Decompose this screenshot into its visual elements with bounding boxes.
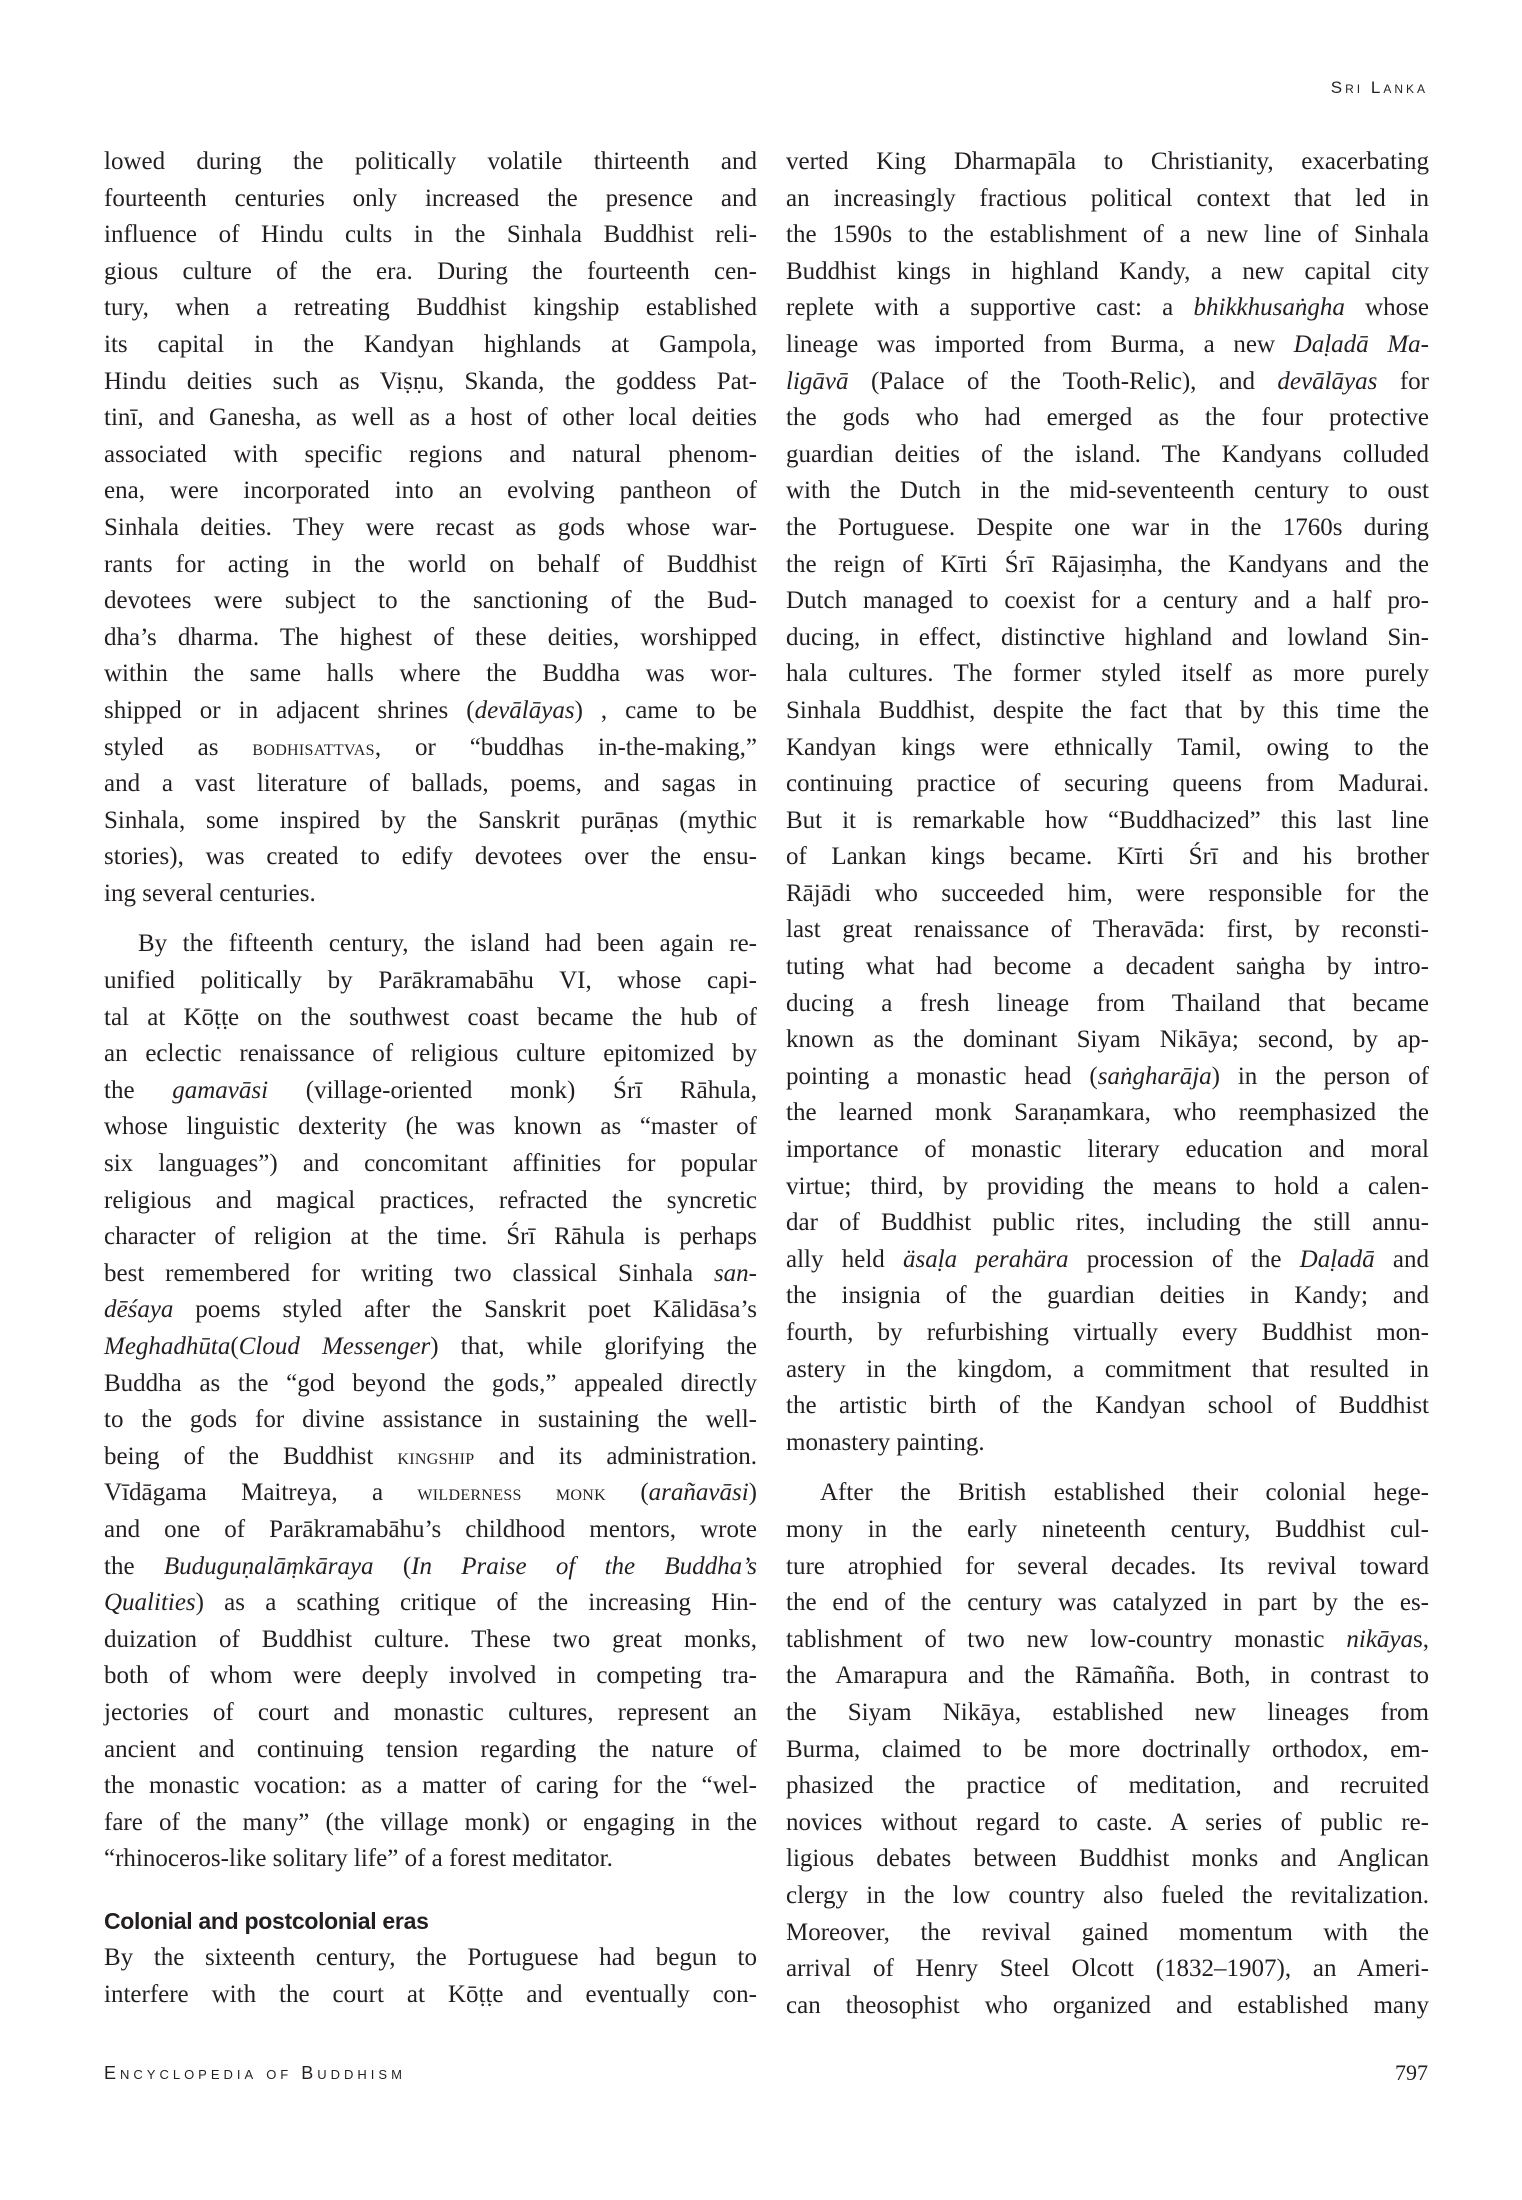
italic-title: Cloud Messenger: [238, 1333, 431, 1360]
text-line: Kandyan kings were ethnically Tamil, owing to the: [786, 733, 1429, 761]
text-line: stories), was created to edify devotees over the ensu-: [104, 843, 757, 871]
right-column: [786, 144, 1429, 2024]
text-line: ligāvā (Palace of the Tooth-Relic), and devālāyas for: [786, 367, 1429, 395]
text-line: the artistic birth of the Kandyan school of Buddhist: [786, 1392, 1429, 1420]
italic-title: Buduguṇalāṃkāraya: [163, 1552, 374, 1580]
text-line: But it is remarkable how “Buddhacized” this last line: [786, 806, 1429, 834]
italic-term: dēśaya: [104, 1296, 174, 1324]
italic-title: Qualities: [104, 1589, 196, 1617]
text-line: Qualities) as a scathing critique of the increasing Hin-: [104, 1589, 757, 1617]
text-line: lineage was imported from Burma, a new Daḷadā Ma-: [786, 330, 1429, 358]
cross-reference: bodhisattvas: [252, 734, 375, 760]
text-line: the end of the century was catalyzed in part by the es-: [786, 1589, 1429, 1617]
text-line: tal at Kōṭṭe on the southwest coast became the hub of: [104, 1003, 757, 1031]
text-line: hala cultures. The former styled itself as more purely: [786, 660, 1429, 688]
text-line: tuting what had become a decadent saṅgha by intro-: [786, 953, 1429, 981]
text-line: continuing practice of securing queens from Madurai.: [786, 770, 1429, 798]
text-line: Dutch managed to coexist for a century and a half pro-: [786, 587, 1429, 615]
text-line: within the same halls where the Buddha was wor-: [104, 660, 757, 688]
text-line: the learned monk Saraṇamkara, who reemphasized the: [786, 1099, 1429, 1127]
text-line: monastery painting.: [786, 1428, 985, 1456]
paragraph-5: [786, 1475, 1429, 2024]
text-line: both of whom were deeply involved in competing tra-: [104, 1662, 757, 1690]
text-line: devotees were subject to the sanctioning of the Bud-: [104, 587, 757, 615]
text-line: tinī, and Ganesha, as well as a host of other local deities: [104, 404, 757, 432]
text-line: fare of the many” (the village monk) or engaging in the: [104, 1808, 757, 1836]
text-line: Sinhala Buddhist, despite the fact that by this time the: [786, 696, 1429, 724]
italic-title: Meghadhūta: [104, 1333, 231, 1360]
text-line: pointing a monastic head (saṅgharāja) in the person of: [786, 1062, 1429, 1090]
text-line: its capital in the Kandyan highlands at Gampola,: [104, 330, 757, 358]
text-line: By the fifteenth century, the island had been again re-: [138, 930, 757, 958]
italic-term: äsaḷa perahära: [903, 1245, 1069, 1273]
text-line: “rhinoceros-like solitary life” of a forest meditator.: [104, 1845, 613, 1873]
text-line: the insignia of the guardian deities in Kandy; and: [786, 1282, 1429, 1310]
italic-term: Daḷadā Ma-: [1293, 330, 1429, 358]
text-line: character of religion at the time. Śrī Rāhula is perhaps: [104, 1223, 757, 1251]
text-line: novices without regard to caste. A series of public re-: [786, 1808, 1429, 1836]
text-line: best remembered for writing two classical Sinhala san-: [104, 1259, 757, 1287]
text-line: tury, when a retreating Buddhist kingship established: [104, 294, 757, 322]
text-line: shipped or in adjacent shrines (devālāyas) , came to be: [104, 696, 758, 724]
text-line: can theosophist who organized and established many: [786, 1991, 1429, 2019]
text-line: Buddha as the “god beyond the gods,” appealed directly: [104, 1369, 757, 1397]
text-line: Burma, claimed to be more doctrinally orthodox, em-: [786, 1735, 1429, 1763]
running-head: Sri Lanka: [1330, 78, 1428, 97]
text-line: known as the dominant Siyam Nikāya; second, by ap-: [786, 1026, 1429, 1054]
text-line: ducing a fresh lineage from Thailand that became: [786, 989, 1429, 1017]
text-line: with the Dutch in the mid-seventeenth century to oust: [786, 477, 1429, 505]
text-line: astery in the kingdom, a commitment that resulted in: [786, 1355, 1429, 1383]
text-line: rants for acting in the world on behalf of Buddhist: [104, 550, 757, 578]
text-line: the Buduguṇalāṃkāraya (In Praise of the Buddha’s: [104, 1552, 758, 1580]
text-line: the reign of Kīrti Śrī Rājasiṃha, the Kandyans and the: [786, 550, 1429, 578]
text-line: Moreover, the revival gained momentum with the: [786, 1918, 1429, 1946]
cross-reference: kingship: [397, 1443, 475, 1469]
text-line: phasized the practice of meditation, and recruited: [786, 1772, 1429, 1800]
paragraph-2: [104, 926, 757, 1877]
italic-term: gamavāsi: [172, 1076, 269, 1104]
text-line: fourteenth centuries only increased the presence and: [104, 184, 757, 212]
text-line: the 1590s to the establishment of a new line of Sinhala: [786, 221, 1429, 249]
text-line: duization of Buddhist culture. These two great monks,: [104, 1625, 757, 1653]
italic-title: In Praise of the Buddha’s: [411, 1552, 758, 1580]
text-line: the Amarapura and the Rāmañña. Both, in contrast to: [786, 1662, 1429, 1690]
text-line: fourth, by refurbishing virtually every Buddhist mon-: [786, 1319, 1429, 1346]
text-line: By the sixteenth century, the Portuguese had begun to: [104, 1943, 757, 1971]
text-line: dar of Buddhist public rites, including the still annu-: [786, 1209, 1429, 1237]
italic-term: san-: [713, 1259, 757, 1287]
text-line: an increasingly fractious political context that led in: [786, 184, 1429, 212]
text-line: tablishment of two new low-country monastic nikāyas,: [786, 1625, 1429, 1653]
text-line: ture atrophied for several decades. Its revival toward: [786, 1552, 1429, 1580]
text-line: ducing, in effect, distinctive highland and lowland Sin-: [786, 623, 1429, 651]
text-line: Buddhist kings in highland Kandy, a new capital city: [786, 257, 1429, 285]
text-line: Sinhala deities. They were recast as gods whose war-: [104, 513, 757, 541]
page-number: 797: [1395, 2060, 1428, 2085]
cross-reference: wilderness monk: [417, 1480, 606, 1506]
text-line: jectories of court and monastic cultures, represent an: [104, 1698, 757, 1726]
section-heading: Colonial and postcolonial eras: [104, 1907, 429, 1934]
text-line: Rājādi who succeeded him, were responsible for the: [786, 879, 1429, 907]
text-line: Sinhala, some inspired by the Sanskrit purāṇas (mythic: [104, 806, 757, 834]
text-line: and a vast literature of ballads, poems, and sagas in: [104, 770, 757, 798]
text-line: of Lankan kings became. Kīrti Śrī and his brother: [786, 843, 1429, 871]
text-line: guardian deities of the island. The Kandyans colluded: [786, 440, 1429, 468]
italic-term: bhikkhusaṅgha: [1193, 294, 1345, 322]
text-line: religious and magical practices, refracted the syncretic: [104, 1186, 757, 1214]
paragraph-3: [104, 1940, 757, 2013]
text-line: the Portuguese. Despite one war in the 1760s during: [786, 513, 1429, 541]
text-line: the gods who had emerged as the four protective: [786, 404, 1429, 432]
paragraph-4: [786, 144, 1429, 1461]
text-line: replete with a supportive cast: a bhikkhusaṅgha whose: [786, 294, 1430, 322]
text-line: ligious debates between Buddhist monks and Anglican: [786, 1845, 1429, 1873]
text-line: and one of Parākramabāhu’s childhood mentors, wrote: [104, 1515, 757, 1543]
italic-term: saṅgharāja: [1097, 1062, 1212, 1090]
text-line: Vīdāgama Maitreya, a wilderness monk (arañavāsi): [104, 1479, 757, 1507]
text-line: influence of Hindu cults in the Sinhala Buddhist reli-: [104, 221, 757, 249]
text-line: ancient and continuing tension regarding the nature of: [104, 1735, 757, 1763]
text-line: After the British established their colonial hege-: [820, 1479, 1429, 1507]
italic-term: devālāyas: [474, 696, 575, 724]
text-line: styled as bodhisattvas, or “buddhas in-the-making,”: [104, 733, 758, 761]
italic-term: nikāya: [1346, 1625, 1414, 1653]
text-line: last great renaissance of Theravāda: first, by reconsti-: [786, 916, 1429, 944]
italic-term: ligāvā: [786, 367, 849, 395]
text-line: ena, were incorporated into an evolving pantheon of: [104, 477, 757, 505]
paragraph-1: [104, 144, 757, 912]
publication-title: Encyclopedia of Buddhism: [104, 2063, 406, 2083]
text-line: importance of monastic literary education and moral: [786, 1136, 1429, 1164]
text-line: Hindu deities such as Viṣṇu, Skanda, the goddess Pat-: [104, 367, 757, 395]
italic-term: devālāyas: [1277, 367, 1378, 395]
text-line: six languages”) and concomitant affinities for popular: [104, 1150, 757, 1178]
italic-term: arañavāsi: [648, 1479, 749, 1507]
text-line: clergy in the low country also fueled the revitalization.: [786, 1881, 1429, 1909]
text-line: mony in the early nineteenth century, Buddhist cul-: [786, 1515, 1429, 1543]
text-line: the Siyam Nikāya, established new lineages from: [786, 1698, 1429, 1726]
text-line: to the gods for divine assistance in sustaining the well-: [104, 1406, 757, 1434]
text-line: whose linguistic dexterity (he was known as “master of: [104, 1113, 757, 1141]
left-column: [104, 144, 757, 2013]
text-line: being of the Buddhist kingship and its administration.: [104, 1442, 757, 1470]
text-line: dha’s dharma. The highest of these deities, worshipped: [104, 623, 757, 651]
text-line: virtue; third, by providing the means to hold a calen-: [786, 1172, 1429, 1200]
text-line: dēśaya poems styled after the Sanskrit poet Kālidāsa’s: [104, 1296, 757, 1324]
text-line: unified politically by Parākramabāhu VI, whose capi-: [104, 967, 757, 995]
text-line: the gamavāsi (village-oriented monk) Śrī Rāhula,: [104, 1076, 757, 1104]
text-line: gious culture of the era. During the fourteenth cen-: [104, 257, 757, 285]
text-line: the monastic vocation: as a matter of caring for the “wel-: [104, 1772, 757, 1800]
text-line: associated with specific regions and natural phenom-: [104, 440, 757, 468]
italic-term: Daḷadā: [1299, 1245, 1375, 1273]
text-line: verted King Dharmapāla to Christianity, exacerbating: [786, 148, 1429, 175]
text-line: lowed during the politically volatile thirteenth and: [104, 148, 757, 175]
text-line: an eclectic renaissance of religious culture epitomized by: [104, 1040, 757, 1068]
text-line: ing several centuries.: [104, 879, 316, 907]
text-line: Meghadhūta(Cloud Messenger) that, while glorifying the: [104, 1333, 758, 1360]
text-line: arrival of Henry Steel Olcott (1832–1907), an Ameri-: [786, 1955, 1429, 1983]
text-line: ally held äsaḷa perahära procession of the Daḷadā and: [786, 1245, 1429, 1273]
text-line: interfere with the court at Kōṭṭe and eventually con-: [104, 1980, 757, 2008]
